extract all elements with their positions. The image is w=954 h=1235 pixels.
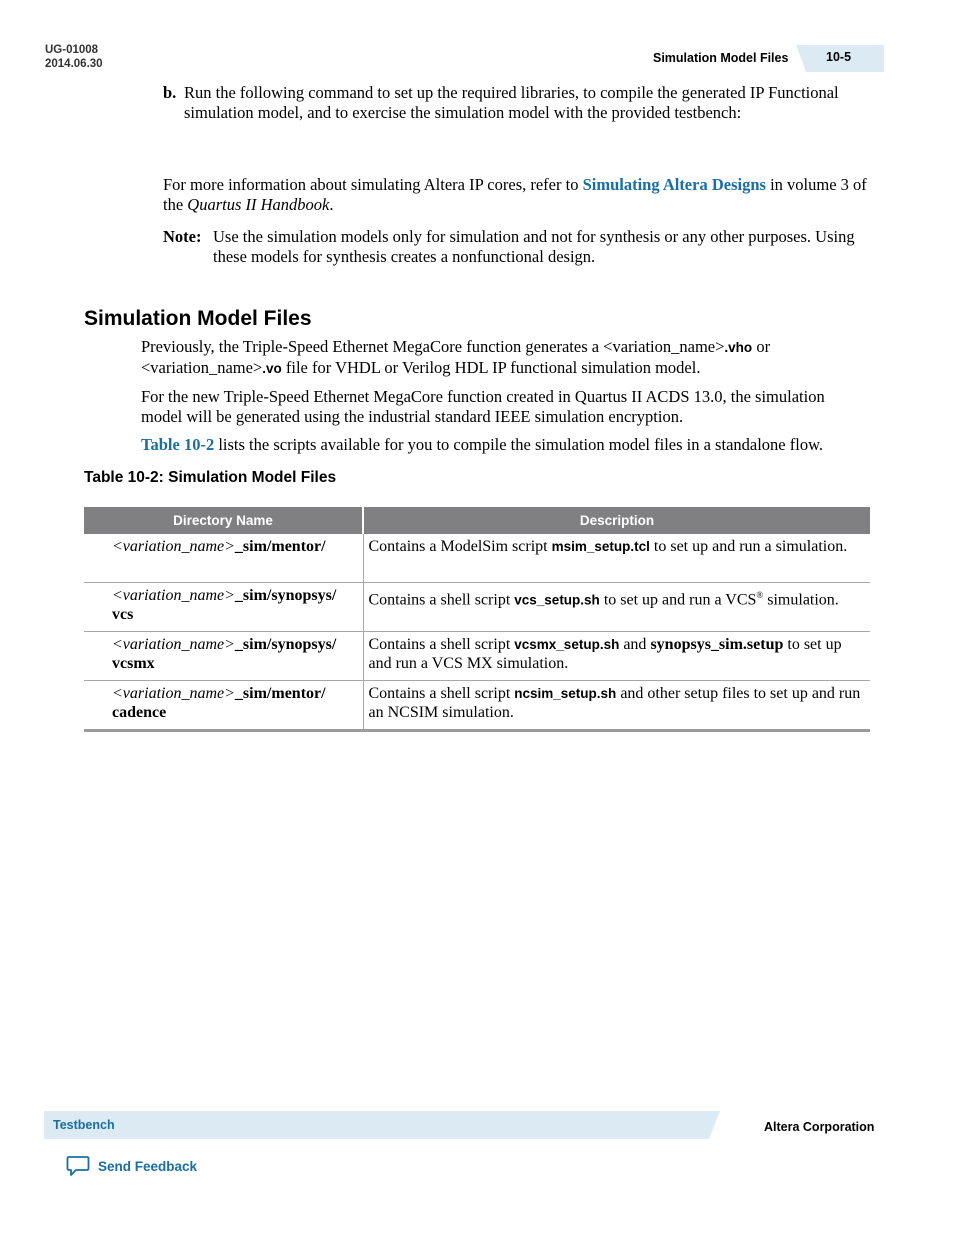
doc-date: 2014.06.30 bbox=[45, 58, 103, 70]
script-name: vcs_setup.sh bbox=[514, 592, 600, 608]
desc-text: and other setup files to set up and run an NCSIM simulation. bbox=[368, 685, 861, 721]
variation-name: <variation_name> bbox=[112, 538, 235, 555]
handbook-title: Quartus II Handbook bbox=[187, 195, 330, 214]
variation-name: <variation_name> bbox=[112, 587, 235, 604]
para1-text-b: or <variation_name> bbox=[141, 337, 771, 377]
note-text: Use the simulation models only for simulation and not for synthesis or any other purposes. Using these models for synthesis creates a nonfunctional design. bbox=[213, 227, 855, 266]
directory-cell bbox=[84, 583, 363, 632]
section-heading: Simulation Model Files bbox=[84, 307, 312, 330]
ext-vo: .vo bbox=[262, 361, 282, 376]
footer-section-link[interactable]: Testbench bbox=[53, 1118, 115, 1132]
script-name: ncsim_setup.sh bbox=[514, 686, 617, 701]
send-feedback-label: Send Feedback bbox=[98, 1158, 198, 1174]
description-cell bbox=[363, 534, 870, 583]
info-paragraph bbox=[163, 175, 875, 215]
script-name: msim_setup.tcl bbox=[551, 539, 650, 554]
speech-bubble-icon bbox=[66, 1155, 90, 1177]
para1-text-a: Previously, the Triple-Speed Ethernet MegaCore function generates a <variation_name> bbox=[141, 337, 725, 356]
ext-vho: .vho bbox=[724, 340, 753, 355]
directory-cell bbox=[84, 534, 363, 583]
directory-path: _sim/synopsys/ vcsmx bbox=[112, 636, 337, 672]
desc-text: Contains a shell script bbox=[368, 636, 515, 653]
step-b-text: Run the following command to set up the required libraries, to compile the generated IP Functional simulation model, and to exercise the simulation model with the provided testbench: bbox=[184, 83, 839, 122]
page-number: 10-5 bbox=[826, 50, 852, 64]
table-caption: Table 10-2: Simulation Model Files bbox=[84, 469, 337, 486]
script-name: vcsmx_setup.sh bbox=[514, 637, 620, 652]
table-row bbox=[84, 632, 870, 681]
paragraph-new-function: For the new Triple-Speed Ethernet MegaCore function created in Quartus II ACDS 13.0, the simulation model will be generated using the industrial standard IEEE simulation encryption. bbox=[141, 387, 825, 426]
desc-text: Contains a shell script bbox=[368, 685, 515, 702]
table-header-row bbox=[84, 507, 870, 534]
header-section-title: Simulation Model Files bbox=[653, 51, 789, 65]
simulating-altera-designs-link[interactable]: Simulating Altera Designs bbox=[582, 175, 766, 194]
desc-text: and bbox=[619, 636, 651, 653]
directory-path: _sim/mentor/ cadence bbox=[112, 685, 326, 721]
footer-band bbox=[44, 1111, 720, 1139]
paragraph-table-ref bbox=[141, 435, 871, 455]
info-middle: in volume 3 of the bbox=[163, 175, 867, 214]
desc-text: Contains a shell script bbox=[368, 591, 515, 609]
desc-text: to set up and run a VCS MX simulation. bbox=[368, 636, 842, 672]
variation-name: <variation_name> bbox=[112, 636, 235, 653]
paragraph-previously bbox=[141, 337, 866, 379]
desc-text: to set up and run a simulation. bbox=[649, 538, 848, 555]
description-cell bbox=[363, 583, 870, 632]
table-10-2-link[interactable]: Table 10-2 bbox=[141, 435, 215, 454]
desc-text: to set up and run a VCS bbox=[599, 591, 757, 609]
description-cell bbox=[363, 681, 870, 731]
table-row bbox=[84, 681, 870, 731]
para3-text: lists the scripts available for you to compile the simulation model files in a standalone flow. bbox=[214, 435, 824, 454]
desc-text: simulation. bbox=[763, 591, 839, 609]
registered-mark: ® bbox=[756, 590, 764, 600]
desc-text: Contains a ModelSim script bbox=[368, 538, 552, 555]
table-row bbox=[84, 534, 870, 583]
directory-path: _sim/mentor/ bbox=[234, 538, 326, 555]
description-cell bbox=[363, 632, 870, 681]
simulation-model-table bbox=[84, 507, 870, 732]
send-feedback-link[interactable] bbox=[66, 1155, 197, 1177]
info-prefix: For more information about simulating Altera IP cores, refer to bbox=[163, 175, 583, 194]
directory-cell bbox=[84, 632, 363, 681]
info-suffix: . bbox=[329, 195, 334, 214]
header-description: Description bbox=[363, 507, 870, 534]
table-row bbox=[84, 583, 870, 632]
directory-path: _sim/synopsys/ vcs bbox=[112, 587, 337, 623]
setup-file-name: synopsys_sim.setup bbox=[650, 636, 784, 653]
para1-text-c: file for VHDL or Verilog HDL IP functional simulation model. bbox=[281, 358, 701, 377]
variation-name: <variation_name> bbox=[112, 685, 235, 702]
header-directory-name: Directory Name bbox=[84, 507, 363, 534]
note-label: Note: bbox=[163, 227, 202, 246]
document-id bbox=[45, 43, 103, 71]
directory-cell bbox=[84, 681, 363, 731]
company-name: Altera Corporation bbox=[764, 1120, 875, 1134]
doc-number: UG-01008 bbox=[45, 44, 99, 56]
step-b-label: b. bbox=[163, 83, 177, 102]
